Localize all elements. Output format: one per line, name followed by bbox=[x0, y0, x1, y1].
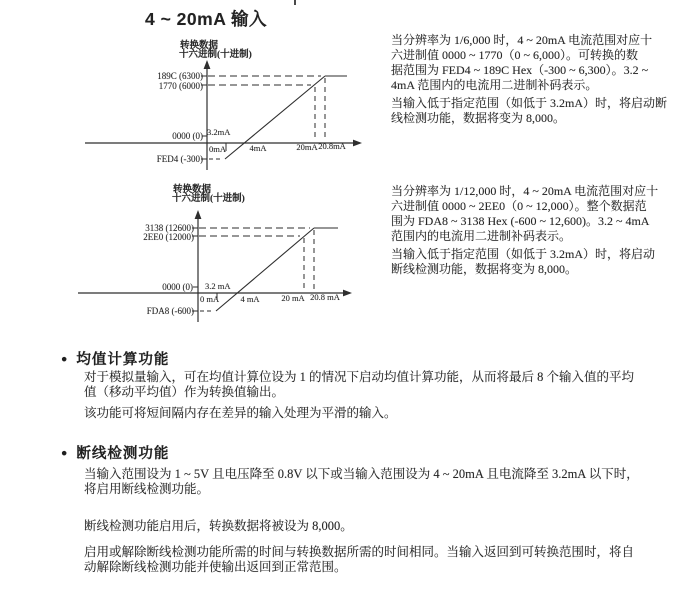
section-paragraph bbox=[84, 519, 353, 534]
conversion-graph-1-6000 bbox=[58, 35, 373, 175]
x-tick-label: 3.2 mA bbox=[205, 281, 231, 291]
y-tick-label: FDA8 (-600) bbox=[146, 306, 194, 316]
x-tick-label: 20 mA bbox=[281, 293, 305, 303]
text-line: 动解除断线检测功能并使输出返回到正常范围。 bbox=[84, 560, 347, 574]
x-tick-label: 3.2mA bbox=[207, 127, 231, 137]
y-tick-label: 3138 (12600) bbox=[145, 223, 194, 233]
section-paragraph bbox=[84, 467, 639, 497]
section-heading-mean-value-function bbox=[61, 348, 169, 369]
section-paragraph bbox=[84, 545, 634, 575]
y-tick-label: 0000 (0) bbox=[162, 282, 193, 292]
section-heading-wire-break-detection bbox=[61, 442, 169, 463]
text-line: 该功能可将短间隔内存在差异的输入处理为平滑的输入。 bbox=[84, 406, 397, 420]
axes bbox=[78, 216, 345, 322]
conversion-graph-1-12000 bbox=[58, 180, 373, 325]
y-tick-label: 2EE0 (12000) bbox=[143, 232, 194, 242]
bullet-icon: ● bbox=[61, 353, 68, 365]
x-tick-label: 20mA bbox=[296, 142, 318, 152]
figure2-description bbox=[391, 184, 658, 277]
x-tick-label: 20.8 mA bbox=[310, 292, 340, 302]
y-tick-label: 1770 (6000) bbox=[158, 81, 203, 91]
section-paragraph bbox=[84, 370, 634, 400]
text-line: 据范围为 FED4 ~ 189C Hex（-300 ~ 6,300）。3.2 ~ bbox=[391, 63, 649, 77]
text-line: 六进制值 0000 ~ 1770（0 ~ 6,000）。可转换的数 bbox=[391, 48, 638, 62]
text-line: 线检测功能，数据将变为 8,000。 bbox=[391, 111, 566, 125]
y-tick-label: 189C (6300) bbox=[157, 71, 203, 81]
text-line: 当输入低于指定范围（如低于 3.2mA）时，将启动 bbox=[391, 247, 656, 261]
text-line: 断线检测功能启用后，转换数据将被设为 8,000。 bbox=[84, 519, 353, 533]
section-paragraph bbox=[84, 406, 397, 421]
text-line: 4mA 范围内的电流用二进制补码表示。 bbox=[391, 78, 598, 92]
x-tick-label: 4mA bbox=[249, 143, 267, 153]
text-line: 当分辨率为 1/12,000 时，4 ~ 20mA 电流范围对应十 bbox=[391, 184, 659, 198]
text-line: 当分辨率为 1/6,000 时，4 ~ 20mA 电流范围对应十 bbox=[391, 33, 653, 47]
bullet-icon: ● bbox=[61, 447, 68, 459]
page-title: 4 ~ 20mA 输入 bbox=[145, 9, 268, 29]
text-line: 对于模拟量输入，可在均值计算位设为 1 的情况下启动均值计算功能，从而将最后 8 个输入值的平均 bbox=[84, 370, 635, 384]
x-tick-label: 4 mA bbox=[240, 294, 260, 304]
y-axis-title-line2: 十六进制(十进制) bbox=[172, 194, 245, 204]
text-line: 范围内的电流用二进制补码表示。 bbox=[391, 229, 572, 243]
section-heading-text: 均值计算功能 bbox=[76, 352, 170, 368]
text-line: 值（移动平均值）作为转换值输出。 bbox=[84, 385, 285, 399]
y-axis-title-line2: 十六进制(十进制) bbox=[179, 50, 252, 60]
text-line: 当输入低于指定范围（如低于 3.2mA）时，将启动断 bbox=[391, 96, 668, 110]
scan-artifact-mark bbox=[294, 0, 296, 5]
text-line: 六进制值 0000 ~ 2EE0（0 ~ 12,000）。整个数据范 bbox=[391, 199, 647, 213]
y-tick-label: 0000 (0) bbox=[172, 131, 203, 141]
text-line: 当输入范围设为 1 ~ 5V 且电压降至 0.8V 以下或当输入范围设为 4 ~ 20mA 且电流降至 3.2mA 以下时， bbox=[84, 467, 639, 481]
figure1-description bbox=[391, 33, 667, 126]
text-line: 启用或解除断线检测功能所需的时间与转换数据所需的时间相同。当输入返回到可转换范围时，将自 bbox=[84, 545, 635, 559]
y-axis-title-line1: 转换数据 bbox=[180, 41, 219, 51]
y-axis-title-line1: 转换数据 bbox=[173, 185, 212, 195]
text-line: 将启用断线检测功能。 bbox=[84, 482, 210, 496]
x-tick-label: 20.8mA bbox=[318, 141, 346, 151]
x-tick-label: 0 mA bbox=[200, 294, 220, 304]
text-line: 围为 FDA8 ~ 3138 Hex (-600 ~ 12,600)。3.2 ~ 4mA bbox=[391, 214, 650, 228]
text-line: 断线检测功能，数据将变为 8,000。 bbox=[391, 262, 578, 276]
x-tick-label: 0mA bbox=[209, 144, 226, 154]
section-heading-text: 断线检测功能 bbox=[76, 446, 170, 462]
y-tick-label: FED4 (-300) bbox=[156, 154, 203, 164]
